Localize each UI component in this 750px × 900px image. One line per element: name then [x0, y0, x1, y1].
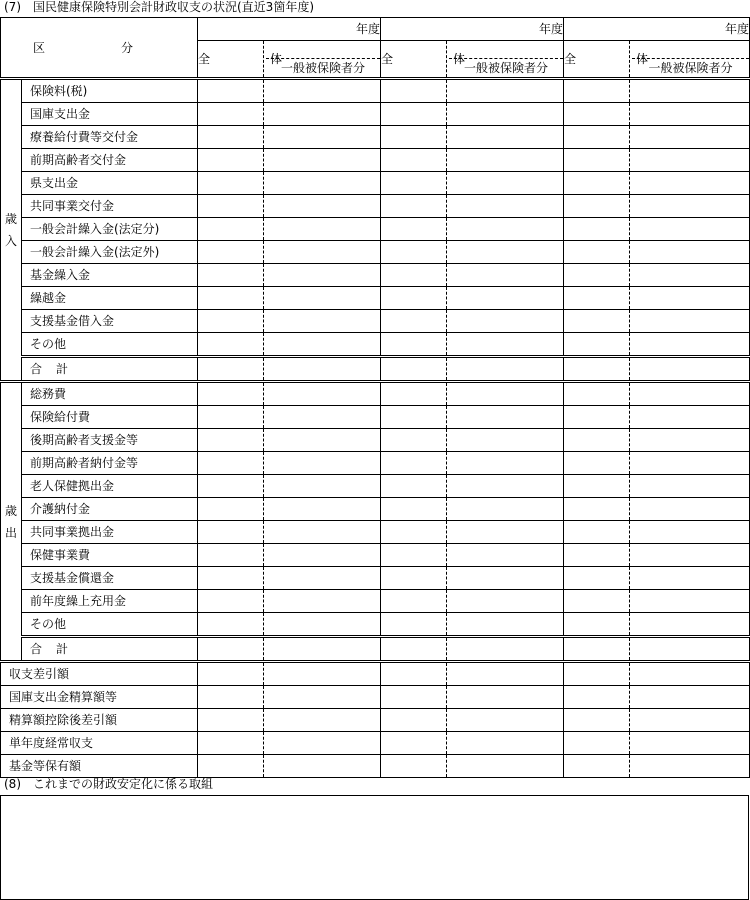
summary-label: 単年度経常収支 [1, 732, 198, 755]
table-row [1, 406, 750, 429]
year-header-1: 年度 [198, 18, 381, 41]
col-all-2 [381, 41, 490, 79]
value-cell-general [264, 637, 381, 662]
value-cell-all [198, 544, 264, 567]
value-cell-all [198, 755, 264, 778]
value-cell-all [381, 241, 447, 264]
col-all-3 [564, 41, 673, 79]
value-cell-general [264, 218, 381, 241]
col-all-1 [198, 41, 307, 79]
value-cell-all [564, 126, 630, 149]
value-cell-general [630, 755, 750, 778]
value-cell-general [630, 662, 750, 686]
value-cell-all [381, 333, 447, 357]
col-general-label: 一般被保険者分 [632, 58, 749, 77]
value-cell-all [564, 709, 630, 732]
value-cell-all [381, 567, 447, 590]
value-cell-general [264, 755, 381, 778]
value-cell-general [264, 126, 381, 149]
value-cell-all [198, 709, 264, 732]
value-cell-general [447, 172, 564, 195]
value-cell-general [447, 755, 564, 778]
value-cell-general [264, 264, 381, 287]
value-cell-general [630, 709, 750, 732]
value-cell-general [264, 567, 381, 590]
row-label: その他 [22, 613, 198, 637]
value-cell-all [381, 264, 447, 287]
value-cell-all [381, 498, 447, 521]
value-cell-general [447, 149, 564, 172]
revenue-label [1, 79, 22, 382]
row-label: 保健事業費 [22, 544, 198, 567]
value-cell-general [447, 79, 564, 103]
value-cell-general [264, 429, 381, 452]
row-label: 老人保健拠出金 [22, 475, 198, 498]
value-cell-all [381, 686, 447, 709]
row-label: 前年度繰上充用金 [22, 590, 198, 613]
value-cell-all [198, 333, 264, 357]
value-cell-all [381, 126, 447, 149]
value-cell-general [630, 613, 750, 637]
value-cell-all [564, 755, 630, 778]
table-row [1, 544, 750, 567]
table-row [1, 195, 750, 218]
value-cell-all [564, 567, 630, 590]
value-cell-all [381, 452, 447, 475]
value-cell-all [381, 310, 447, 333]
value-cell-all [564, 357, 630, 382]
summary-row [1, 686, 750, 709]
value-cell-all [564, 195, 630, 218]
value-cell-general [630, 333, 750, 357]
value-cell-general [630, 498, 750, 521]
summary-row [1, 709, 750, 732]
value-cell-general [447, 195, 564, 218]
value-cell-all [381, 149, 447, 172]
value-cell-general [630, 567, 750, 590]
value-cell-all [198, 382, 264, 406]
value-cell-general [447, 218, 564, 241]
col-general-label: 一般被保険者分 [449, 58, 563, 77]
row-label: 前期高齢者交付金 [22, 149, 198, 172]
value-cell-general [447, 126, 564, 149]
value-cell-all [564, 498, 630, 521]
summary-label: 収支差引額 [1, 662, 198, 686]
table-row [1, 287, 750, 310]
value-cell-general [630, 452, 750, 475]
value-cell-general [630, 686, 750, 709]
value-cell-all [381, 382, 447, 406]
value-cell-all [381, 172, 447, 195]
value-cell-all [381, 406, 447, 429]
division-header: 区 分 [1, 18, 198, 79]
row-label: 繰越金 [22, 287, 198, 310]
value-cell-general [630, 287, 750, 310]
value-cell-general [264, 709, 381, 732]
value-cell-general [447, 357, 564, 382]
value-cell-all [564, 521, 630, 544]
table-row [1, 241, 750, 264]
value-cell-all [198, 241, 264, 264]
row-label: 一般会計繰入金(法定外) [22, 241, 198, 264]
value-cell-general [447, 613, 564, 637]
value-cell-general [264, 310, 381, 333]
value-cell-all [381, 637, 447, 662]
value-cell-all [198, 521, 264, 544]
value-cell-all [198, 637, 264, 662]
value-cell-general [447, 287, 564, 310]
value-cell-general [630, 382, 750, 406]
row-label: 保険給付費 [22, 406, 198, 429]
value-cell-general [264, 382, 381, 406]
value-cell-all [198, 126, 264, 149]
value-cell-general [264, 590, 381, 613]
value-cell-all [564, 637, 630, 662]
value-cell-all [564, 103, 630, 126]
value-cell-all [198, 590, 264, 613]
value-cell-all [564, 382, 630, 406]
value-cell-all [564, 406, 630, 429]
value-cell-all [198, 567, 264, 590]
value-cell-all [381, 590, 447, 613]
value-cell-general [630, 475, 750, 498]
table-row [1, 172, 750, 195]
summary-row [1, 732, 750, 755]
value-cell-general [630, 79, 750, 103]
value-cell-all [564, 333, 630, 357]
total-label: 合計 [22, 357, 198, 382]
value-cell-all [381, 195, 447, 218]
value-cell-general [264, 686, 381, 709]
row-label: 介護納付金 [22, 498, 198, 521]
value-cell-all [198, 613, 264, 637]
value-cell-all [564, 79, 630, 103]
value-cell-general [447, 310, 564, 333]
table-row [1, 590, 750, 613]
value-cell-all [198, 662, 264, 686]
value-cell-all [564, 218, 630, 241]
value-cell-all [198, 406, 264, 429]
value-cell-general [264, 613, 381, 637]
summary-label: 精算額控除後差引額 [1, 709, 198, 732]
table-row [1, 613, 750, 637]
col-all-label: 全 体 [381, 52, 490, 66]
value-cell-all [198, 172, 264, 195]
value-cell-all [381, 218, 447, 241]
table-row [1, 333, 750, 357]
value-cell-all [381, 103, 447, 126]
value-cell-general [264, 357, 381, 382]
summary-label: 基金等保有額 [1, 755, 198, 778]
value-cell-all [198, 103, 264, 126]
value-cell-general [447, 475, 564, 498]
value-cell-general [447, 241, 564, 264]
value-cell-all [381, 613, 447, 637]
value-cell-all [198, 732, 264, 755]
value-cell-all [381, 544, 447, 567]
value-cell-general [630, 406, 750, 429]
section-7-title: (7) 国民健康保険特別会計財政収支の状況(直近3箇年度) [4, 0, 314, 14]
value-cell-general [264, 172, 381, 195]
value-cell-all [564, 241, 630, 264]
value-cell-all [381, 287, 447, 310]
expenditure-label [1, 382, 22, 662]
value-cell-general [264, 241, 381, 264]
value-cell-all [381, 357, 447, 382]
value-cell-general [264, 79, 381, 103]
value-cell-general [630, 103, 750, 126]
summary-label: 国庫支出金精算額等 [1, 686, 198, 709]
value-cell-general [264, 662, 381, 686]
value-cell-all [198, 310, 264, 333]
value-cell-all [564, 149, 630, 172]
value-cell-all [198, 149, 264, 172]
value-cell-all [381, 79, 447, 103]
value-cell-general [447, 382, 564, 406]
value-cell-general [264, 287, 381, 310]
value-cell-all [564, 662, 630, 686]
value-cell-general [447, 637, 564, 662]
row-label: 療養給付費等交付金 [22, 126, 198, 149]
value-cell-general [447, 333, 564, 357]
row-label: 前期高齢者納付金等 [22, 452, 198, 475]
value-cell-all [564, 264, 630, 287]
value-cell-all [564, 613, 630, 637]
total-row [1, 637, 750, 662]
value-cell-general [630, 172, 750, 195]
table-row [1, 126, 750, 149]
value-cell-general [630, 732, 750, 755]
value-cell-general [630, 590, 750, 613]
value-cell-all [381, 662, 447, 686]
table-row [1, 452, 750, 475]
value-cell-general [264, 149, 381, 172]
value-cell-all [198, 287, 264, 310]
value-cell-general [630, 429, 750, 452]
value-cell-general [264, 452, 381, 475]
value-cell-general [630, 544, 750, 567]
year-header-2: 年度 [381, 18, 564, 41]
col-all-label: 全 体 [198, 52, 307, 66]
value-cell-general [447, 709, 564, 732]
table-row [1, 567, 750, 590]
total-row [1, 357, 750, 382]
total-label: 合計 [22, 637, 198, 662]
row-label: 共同事業拠出金 [22, 521, 198, 544]
table-row [1, 429, 750, 452]
row-label: 県支出金 [22, 172, 198, 195]
value-cell-general [630, 195, 750, 218]
value-cell-all [198, 264, 264, 287]
row-label: 支援基金借入金 [22, 310, 198, 333]
row-label: 基金繰入金 [22, 264, 198, 287]
value-cell-all [381, 732, 447, 755]
value-cell-general [630, 149, 750, 172]
col-all-label: 全 体 [564, 52, 673, 66]
value-cell-all [564, 686, 630, 709]
value-cell-general [447, 686, 564, 709]
value-cell-general [264, 406, 381, 429]
revenue-label-text: 歳入 [5, 212, 18, 248]
row-label: 後期高齢者支援金等 [22, 429, 198, 452]
value-cell-general [447, 590, 564, 613]
row-label: 総務費 [22, 382, 198, 406]
value-cell-all [198, 475, 264, 498]
table-row [1, 218, 750, 241]
value-cell-general [264, 333, 381, 357]
value-cell-all [381, 521, 447, 544]
value-cell-general [630, 264, 750, 287]
expenditure-label-text: 歳出 [5, 503, 18, 540]
value-cell-all [198, 218, 264, 241]
value-cell-all [381, 429, 447, 452]
value-cell-all [564, 590, 630, 613]
value-cell-all [198, 357, 264, 382]
value-cell-all [198, 452, 264, 475]
value-cell-all [381, 475, 447, 498]
table-row [1, 521, 750, 544]
value-cell-general [630, 637, 750, 662]
value-cell-all [564, 429, 630, 452]
value-cell-general [447, 567, 564, 590]
row-label: 一般会計繰入金(法定分) [22, 218, 198, 241]
value-cell-all [198, 498, 264, 521]
table-row [1, 103, 750, 126]
row-label: 保険料(税) [22, 79, 198, 103]
value-cell-all [564, 310, 630, 333]
value-cell-general [630, 521, 750, 544]
table-row [1, 264, 750, 287]
value-cell-general [447, 521, 564, 544]
table-row [1, 149, 750, 172]
value-cell-all [381, 755, 447, 778]
value-cell-all [564, 732, 630, 755]
value-cell-general [264, 103, 381, 126]
row-label: 国庫支出金 [22, 103, 198, 126]
summary-row [1, 662, 750, 686]
summary-row [1, 755, 750, 778]
table-row [1, 382, 750, 406]
finance-table [0, 17, 750, 778]
value-cell-general [447, 429, 564, 452]
value-cell-all [564, 452, 630, 475]
value-cell-all [564, 287, 630, 310]
value-cell-all [198, 686, 264, 709]
row-label: その他 [22, 333, 198, 357]
value-cell-all [381, 709, 447, 732]
value-cell-all [564, 172, 630, 195]
table-row [1, 310, 750, 333]
value-cell-general [630, 310, 750, 333]
value-cell-general [264, 732, 381, 755]
value-cell-general [447, 732, 564, 755]
row-label: 共同事業交付金 [22, 195, 198, 218]
value-cell-general [447, 103, 564, 126]
value-cell-general [447, 264, 564, 287]
table-row [1, 79, 750, 103]
value-cell-general [447, 544, 564, 567]
section-8-box [0, 795, 749, 900]
value-cell-general [447, 452, 564, 475]
section-8-title: (8) これまでの財政安定化に係る取組 [4, 777, 213, 791]
table-row [1, 498, 750, 521]
value-cell-all [564, 544, 630, 567]
value-cell-all [198, 429, 264, 452]
value-cell-general [630, 241, 750, 264]
value-cell-all [198, 79, 264, 103]
row-label: 支援基金償還金 [22, 567, 198, 590]
value-cell-all [198, 195, 264, 218]
value-cell-general [264, 544, 381, 567]
value-cell-general [447, 498, 564, 521]
year-header-3: 年度 [564, 18, 750, 41]
value-cell-general [264, 475, 381, 498]
value-cell-general [630, 357, 750, 382]
col-general-label: 一般被保険者分 [266, 58, 380, 77]
value-cell-general [264, 521, 381, 544]
value-cell-general [447, 662, 564, 686]
table-row [1, 475, 750, 498]
value-cell-general [264, 195, 381, 218]
value-cell-general [630, 126, 750, 149]
value-cell-general [447, 406, 564, 429]
value-cell-all [564, 475, 630, 498]
value-cell-general [630, 218, 750, 241]
value-cell-general [264, 498, 381, 521]
